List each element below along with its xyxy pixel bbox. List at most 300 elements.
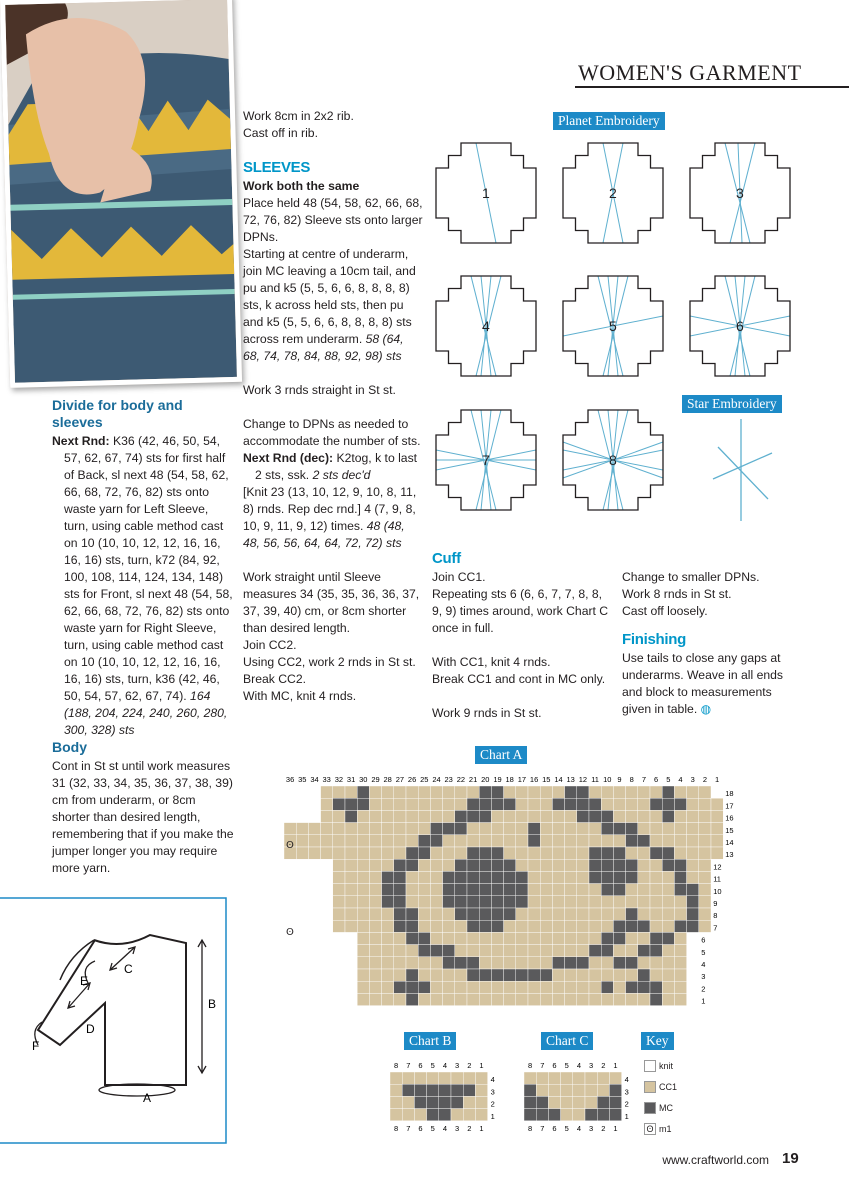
chart-cell bbox=[439, 1084, 451, 1096]
chart-cell bbox=[357, 823, 369, 835]
chart-cell bbox=[357, 896, 369, 908]
chart-cell bbox=[382, 871, 394, 883]
chart-cell bbox=[491, 871, 503, 883]
column-number: 5 bbox=[430, 1061, 435, 1070]
chart-cell bbox=[430, 896, 442, 908]
chart-cell bbox=[455, 835, 467, 847]
chart-cell bbox=[430, 884, 442, 896]
chart-cell bbox=[589, 896, 601, 908]
chart-cell bbox=[528, 920, 540, 932]
chart-cell bbox=[650, 945, 662, 957]
chart-cell bbox=[333, 871, 345, 883]
planet-6 bbox=[690, 276, 790, 376]
footer-url: www.craftworld.com bbox=[662, 1153, 769, 1167]
chart-cell bbox=[357, 786, 369, 798]
chart-cell bbox=[504, 859, 516, 871]
cuff-column bbox=[432, 550, 612, 722]
chart-cell bbox=[613, 871, 625, 883]
chart-cell bbox=[613, 823, 625, 835]
chart-cell bbox=[479, 859, 491, 871]
chart-cell bbox=[504, 920, 516, 932]
chart-cell bbox=[479, 932, 491, 944]
chart-cell bbox=[430, 920, 442, 932]
chart-cell bbox=[345, 798, 357, 810]
chart-cell bbox=[430, 945, 442, 957]
chart-cell bbox=[552, 810, 564, 822]
schematic-label-d: D bbox=[86, 1022, 95, 1036]
chart-cell bbox=[439, 1072, 451, 1084]
page-number: 19 bbox=[782, 1150, 799, 1167]
title-rule bbox=[575, 86, 849, 88]
chart-cell bbox=[479, 969, 491, 981]
chart-cell bbox=[613, 945, 625, 957]
chart-cell bbox=[601, 957, 613, 969]
chart-cell bbox=[321, 798, 333, 810]
chart-cell bbox=[597, 1109, 609, 1121]
chart-cell bbox=[406, 945, 418, 957]
chart-cell bbox=[561, 1072, 573, 1084]
chart-cell bbox=[552, 798, 564, 810]
chart-cell bbox=[443, 835, 455, 847]
chart-cell bbox=[577, 823, 589, 835]
chart-cell bbox=[394, 786, 406, 798]
divide-text: K36 (42, 46, 50, 54, 57, 62, 67, 74) sts for first half of Back, sl next 48 (54, 58, 62, 66, 68, 72, 76, 82) sts onto waste yarn for Left Sleeve, turn, using cable method cast on 10 (10, 10, 12, 12, 16, 16, 16, 16) sts, turn, k72 (84, 92, 100, 108, 114, 124, 134, 148) sts for Front, sl next 48 (54, 58, 62, 66, 68, 72, 76, 82) sts onto waste yarn for Right Sleeve, turn, using cable method cast on 10 (10, 10, 12, 12, 16, 16, 16, 16) sts, turn, k36 (42, 46, 50, 54, 57, 62, 67, 74). bbox=[64, 434, 233, 703]
chart-cell bbox=[528, 896, 540, 908]
row-number: 3 bbox=[624, 1087, 629, 1097]
chart-cell bbox=[467, 786, 479, 798]
chart-cell bbox=[451, 1084, 463, 1096]
chart-cell bbox=[463, 1109, 475, 1121]
column-number: 3 bbox=[455, 1061, 460, 1070]
key-mc: MC bbox=[659, 1103, 673, 1113]
chart-cell bbox=[394, 871, 406, 883]
chart-cell bbox=[455, 945, 467, 957]
chart-cell bbox=[601, 932, 613, 944]
planet-3 bbox=[690, 143, 790, 243]
chart-cell bbox=[552, 908, 564, 920]
row-number: 2 bbox=[490, 1099, 495, 1109]
chart-cell bbox=[674, 847, 686, 859]
chart-cell bbox=[357, 798, 369, 810]
chart-cell bbox=[638, 884, 650, 896]
chart-cell bbox=[516, 920, 528, 932]
chart-cell bbox=[333, 798, 345, 810]
chart-cell bbox=[357, 969, 369, 981]
chart-cell bbox=[552, 993, 564, 1005]
chart-cell bbox=[345, 871, 357, 883]
chart-cell bbox=[333, 920, 345, 932]
chart-cell bbox=[491, 810, 503, 822]
chart-cell bbox=[414, 1084, 426, 1096]
chart-cell bbox=[418, 884, 430, 896]
chart-cell bbox=[626, 908, 638, 920]
chart-cell bbox=[443, 981, 455, 993]
chart-cell bbox=[601, 884, 613, 896]
row-number: 17 bbox=[725, 801, 734, 811]
cc1-swatch bbox=[644, 1081, 656, 1093]
chart-cell bbox=[540, 957, 552, 969]
chart-cell bbox=[443, 957, 455, 969]
chart-cell bbox=[479, 993, 491, 1005]
chart-cell bbox=[674, 957, 686, 969]
chart-cell bbox=[687, 920, 699, 932]
chart-cell bbox=[394, 969, 406, 981]
chart-cell bbox=[650, 859, 662, 871]
chart-cell bbox=[638, 835, 650, 847]
chart-cell bbox=[626, 871, 638, 883]
column-number: 2 bbox=[702, 775, 707, 784]
chart-cell bbox=[585, 1084, 597, 1096]
chart-cell bbox=[427, 1084, 439, 1096]
chart-cell bbox=[699, 884, 711, 896]
chart-cell bbox=[540, 871, 552, 883]
chart-cell bbox=[443, 932, 455, 944]
chart-cell bbox=[516, 859, 528, 871]
chart-cell bbox=[406, 859, 418, 871]
schematic-label-e: E bbox=[80, 974, 89, 988]
column-number: 1 bbox=[479, 1061, 484, 1070]
chart-cell bbox=[613, 847, 625, 859]
chart-cell bbox=[369, 823, 381, 835]
row-number: 3 bbox=[490, 1087, 495, 1097]
chart-cell bbox=[296, 823, 308, 835]
chart-cell bbox=[540, 945, 552, 957]
chart-cell bbox=[308, 823, 320, 835]
chart-cell bbox=[552, 981, 564, 993]
chart-cell bbox=[626, 798, 638, 810]
chart-cell bbox=[308, 835, 320, 847]
chart-cell bbox=[516, 969, 528, 981]
column-number: 2 bbox=[601, 1061, 606, 1070]
chart-cell bbox=[613, 908, 625, 920]
chart-cell bbox=[601, 945, 613, 957]
chart-cell bbox=[626, 835, 638, 847]
chart-cell bbox=[577, 920, 589, 932]
sleeves-p4: Change to DPNs as needed to accommodate the number of sts. bbox=[243, 417, 421, 448]
chart-cell bbox=[565, 932, 577, 944]
chart-cell bbox=[345, 884, 357, 896]
chart-cell bbox=[674, 945, 686, 957]
chart-cell bbox=[565, 920, 577, 932]
chart-cell bbox=[443, 823, 455, 835]
row-number: 18 bbox=[725, 789, 734, 799]
chart-cell bbox=[467, 859, 479, 871]
chart-cell bbox=[536, 1096, 548, 1108]
chart-cell bbox=[662, 810, 674, 822]
body-column bbox=[52, 739, 234, 877]
column-number: 7 bbox=[406, 1061, 411, 1070]
chart-cell bbox=[516, 896, 528, 908]
chart-cell bbox=[479, 884, 491, 896]
column-number: 2 bbox=[467, 1123, 472, 1133]
chart-cell bbox=[455, 823, 467, 835]
chart-cell bbox=[565, 835, 577, 847]
chart-cell bbox=[577, 871, 589, 883]
chart-cell bbox=[491, 847, 503, 859]
chart-b-label: Chart B bbox=[404, 1032, 456, 1050]
column-number: 8 bbox=[528, 1123, 533, 1133]
row-number: 4 bbox=[490, 1075, 495, 1085]
chart-cell bbox=[406, 835, 418, 847]
chart-cell bbox=[589, 810, 601, 822]
chart-cell bbox=[467, 908, 479, 920]
chart-cell bbox=[491, 823, 503, 835]
chart-cell bbox=[589, 859, 601, 871]
chart-cell bbox=[418, 993, 430, 1005]
chart-cell bbox=[650, 981, 662, 993]
chart-cell bbox=[674, 798, 686, 810]
chart-cell bbox=[369, 981, 381, 993]
chart-b bbox=[388, 1054, 504, 1140]
chart-cell bbox=[369, 786, 381, 798]
chart-cell bbox=[626, 957, 638, 969]
chart-cell bbox=[565, 945, 577, 957]
row-number: 13 bbox=[725, 850, 734, 860]
column-number: 15 bbox=[542, 775, 551, 784]
column-number: 24 bbox=[432, 775, 441, 784]
chart-cell bbox=[650, 835, 662, 847]
schematic-label-b: B bbox=[208, 997, 217, 1011]
chart-cell bbox=[357, 932, 369, 944]
chart-cell bbox=[406, 871, 418, 883]
chart-cell bbox=[491, 945, 503, 957]
key-m1: m1 bbox=[659, 1124, 672, 1134]
planet-number: 3 bbox=[736, 185, 744, 201]
chart-cell bbox=[638, 798, 650, 810]
chart-cell bbox=[552, 859, 564, 871]
planet-number: 5 bbox=[609, 318, 617, 334]
chart-cell bbox=[369, 993, 381, 1005]
chart-cell bbox=[552, 823, 564, 835]
chart-cell bbox=[382, 859, 394, 871]
chart-cell bbox=[662, 993, 674, 1005]
chart-cell bbox=[430, 932, 442, 944]
chart-cell bbox=[650, 993, 662, 1005]
chart-cell bbox=[369, 884, 381, 896]
chart-cell bbox=[382, 835, 394, 847]
chart-cell bbox=[516, 993, 528, 1005]
chart-cell bbox=[430, 823, 442, 835]
chart-cell bbox=[662, 859, 674, 871]
chart-cell bbox=[601, 810, 613, 822]
chart-cell bbox=[662, 835, 674, 847]
chart-cell bbox=[711, 835, 723, 847]
chart-cell bbox=[528, 871, 540, 883]
chart-cell bbox=[467, 932, 479, 944]
chart-cell bbox=[516, 810, 528, 822]
chart-cell bbox=[369, 969, 381, 981]
chart-cell bbox=[439, 1096, 451, 1108]
chart-cell bbox=[402, 1096, 414, 1108]
chart-cell bbox=[613, 969, 625, 981]
chart-cell bbox=[662, 798, 674, 810]
chart-key bbox=[644, 1060, 677, 1135]
key-knit: knit bbox=[659, 1061, 674, 1071]
chart-cell bbox=[504, 908, 516, 920]
chart-c-label: Chart C bbox=[541, 1032, 593, 1050]
chart-cell bbox=[491, 786, 503, 798]
planet-number: 2 bbox=[609, 185, 617, 201]
chart-cell bbox=[369, 835, 381, 847]
chart-cell bbox=[406, 896, 418, 908]
chart-cell bbox=[601, 823, 613, 835]
chart-cell bbox=[662, 908, 674, 920]
chart-cell bbox=[479, 945, 491, 957]
column-number: 8 bbox=[528, 1061, 533, 1070]
chart-cell bbox=[427, 1072, 439, 1084]
chart-cell bbox=[528, 823, 540, 835]
chart-cell bbox=[540, 847, 552, 859]
chart-cell bbox=[418, 981, 430, 993]
chart-cell bbox=[711, 823, 723, 835]
cuff-p8: Cast off loosely. bbox=[622, 604, 708, 618]
chart-cell bbox=[333, 908, 345, 920]
chart-cell bbox=[613, 896, 625, 908]
chart-cell bbox=[528, 945, 540, 957]
chart-cell bbox=[674, 908, 686, 920]
chart-cell bbox=[597, 1096, 609, 1108]
planet-2 bbox=[563, 143, 663, 243]
chart-cell bbox=[577, 957, 589, 969]
chart-cell bbox=[589, 969, 601, 981]
star-embroidery-label: Star Embroidery bbox=[682, 395, 782, 413]
chart-cell bbox=[345, 810, 357, 822]
chart-cell bbox=[699, 871, 711, 883]
column-number: 7 bbox=[540, 1123, 545, 1133]
chart-cell bbox=[414, 1109, 426, 1121]
chart-cell bbox=[357, 908, 369, 920]
chart-cell bbox=[674, 932, 686, 944]
chart-cell bbox=[504, 993, 516, 1005]
chart-cell bbox=[613, 957, 625, 969]
column-number: 30 bbox=[359, 775, 368, 784]
chart-cell bbox=[504, 981, 516, 993]
chart-cell bbox=[516, 798, 528, 810]
chart-cell bbox=[601, 969, 613, 981]
chart-cell bbox=[687, 884, 699, 896]
chart-cell bbox=[601, 798, 613, 810]
chart-cell bbox=[418, 798, 430, 810]
column-number: 4 bbox=[442, 1123, 447, 1133]
chart-cell bbox=[369, 859, 381, 871]
chart-cell bbox=[662, 957, 674, 969]
chart-cell bbox=[451, 1072, 463, 1084]
column-number: 10 bbox=[603, 775, 612, 784]
chart-c bbox=[522, 1054, 638, 1140]
chart-cell bbox=[540, 981, 552, 993]
chart-cell bbox=[626, 896, 638, 908]
column-number: 5 bbox=[564, 1123, 569, 1133]
column-number: 29 bbox=[371, 775, 380, 784]
chart-cell bbox=[390, 1096, 402, 1108]
chart-cell bbox=[548, 1072, 560, 1084]
chart-cell bbox=[565, 969, 577, 981]
cuff-p2: Repeating sts 6 (6, 6, 7, 7, 8, 8, 9, 9) times around, work Chart C once in full. bbox=[432, 587, 609, 635]
column-number: 1 bbox=[613, 1123, 618, 1133]
column-number: 3 bbox=[455, 1123, 460, 1133]
row-number: 1 bbox=[624, 1111, 629, 1121]
column-number: 6 bbox=[418, 1061, 423, 1070]
chart-cell bbox=[345, 896, 357, 908]
chart-cell bbox=[561, 1109, 573, 1121]
chart-cell bbox=[491, 835, 503, 847]
chart-cell bbox=[491, 798, 503, 810]
sleeves-p8: Join CC2. bbox=[243, 638, 297, 652]
chart-cell bbox=[504, 798, 516, 810]
chart-cell bbox=[394, 810, 406, 822]
finishing-text: Use tails to close any gaps at underarms. Weave in all ends and block to measurements given in table. bbox=[622, 651, 784, 716]
chart-cell bbox=[638, 932, 650, 944]
chart-a-label: Chart A bbox=[475, 746, 527, 764]
chart-cell bbox=[585, 1109, 597, 1121]
chart-cell bbox=[357, 810, 369, 822]
row-number: 1 bbox=[701, 996, 706, 1006]
chart-cell bbox=[552, 847, 564, 859]
chart-cell bbox=[455, 957, 467, 969]
chart-cell bbox=[357, 871, 369, 883]
chart-cell bbox=[577, 908, 589, 920]
planet-number: 7 bbox=[482, 452, 490, 468]
chart-cell bbox=[504, 847, 516, 859]
chart-cell bbox=[585, 1072, 597, 1084]
chart-cell bbox=[565, 908, 577, 920]
sleeves-p3: Work 3 rnds straight in St st. bbox=[243, 383, 396, 397]
chart-cell bbox=[577, 859, 589, 871]
chart-cell bbox=[687, 798, 699, 810]
chart-cell bbox=[430, 871, 442, 883]
chart-cell bbox=[516, 932, 528, 944]
sleeves-p1: Place held 48 (54, 58, 62, 66, 68, 72, 76, 82) Sleeve sts onto larger DPNs. bbox=[243, 196, 423, 244]
chart-cell bbox=[524, 1096, 536, 1108]
chart-cell bbox=[609, 1072, 621, 1084]
chart-cell bbox=[589, 932, 601, 944]
chart-cell bbox=[455, 847, 467, 859]
chart-cell bbox=[406, 969, 418, 981]
chart-cell bbox=[455, 981, 467, 993]
sleeves-p2a: Starting at centre of underarm, join MC leaving a 10cm tail, and pu and k5 (5, 5, 6, 6, 8, 8, 8, 8) sts, k across held sts, then pu and k5 (5, 5, 6, 6, 8, 8, 8, 8) sts across rem underarm. bbox=[243, 247, 416, 346]
schematic-label-a: A bbox=[143, 1091, 152, 1105]
chart-cell bbox=[601, 908, 613, 920]
planet-4 bbox=[436, 276, 536, 376]
chart-cell bbox=[430, 798, 442, 810]
section-title: WOMEN'S GARMENT bbox=[578, 60, 802, 85]
column-number: 19 bbox=[493, 775, 502, 784]
chart-cell bbox=[528, 969, 540, 981]
cuff-p4: Break CC1 and cont in MC only. bbox=[432, 672, 606, 686]
chart-cell bbox=[638, 969, 650, 981]
finishing-heading: Finishing bbox=[622, 631, 686, 648]
chart-cell bbox=[418, 969, 430, 981]
chart-cell bbox=[528, 859, 540, 871]
chart-cell bbox=[577, 847, 589, 859]
chart-cell bbox=[390, 1109, 402, 1121]
chart-cell bbox=[479, 786, 491, 798]
chart-cell bbox=[443, 871, 455, 883]
m1-icon: ʘ bbox=[286, 840, 294, 851]
chart-cell bbox=[382, 810, 394, 822]
column-number: 27 bbox=[395, 775, 405, 784]
chart-cell bbox=[443, 969, 455, 981]
chart-cell bbox=[382, 981, 394, 993]
column-number: 20 bbox=[481, 775, 490, 784]
chart-cell bbox=[406, 981, 418, 993]
chart-cell bbox=[382, 993, 394, 1005]
chart-cell bbox=[382, 786, 394, 798]
chart-cell bbox=[369, 847, 381, 859]
chart-cell bbox=[463, 1096, 475, 1108]
column-number: 1 bbox=[479, 1123, 484, 1133]
row-number: 7 bbox=[713, 923, 718, 933]
